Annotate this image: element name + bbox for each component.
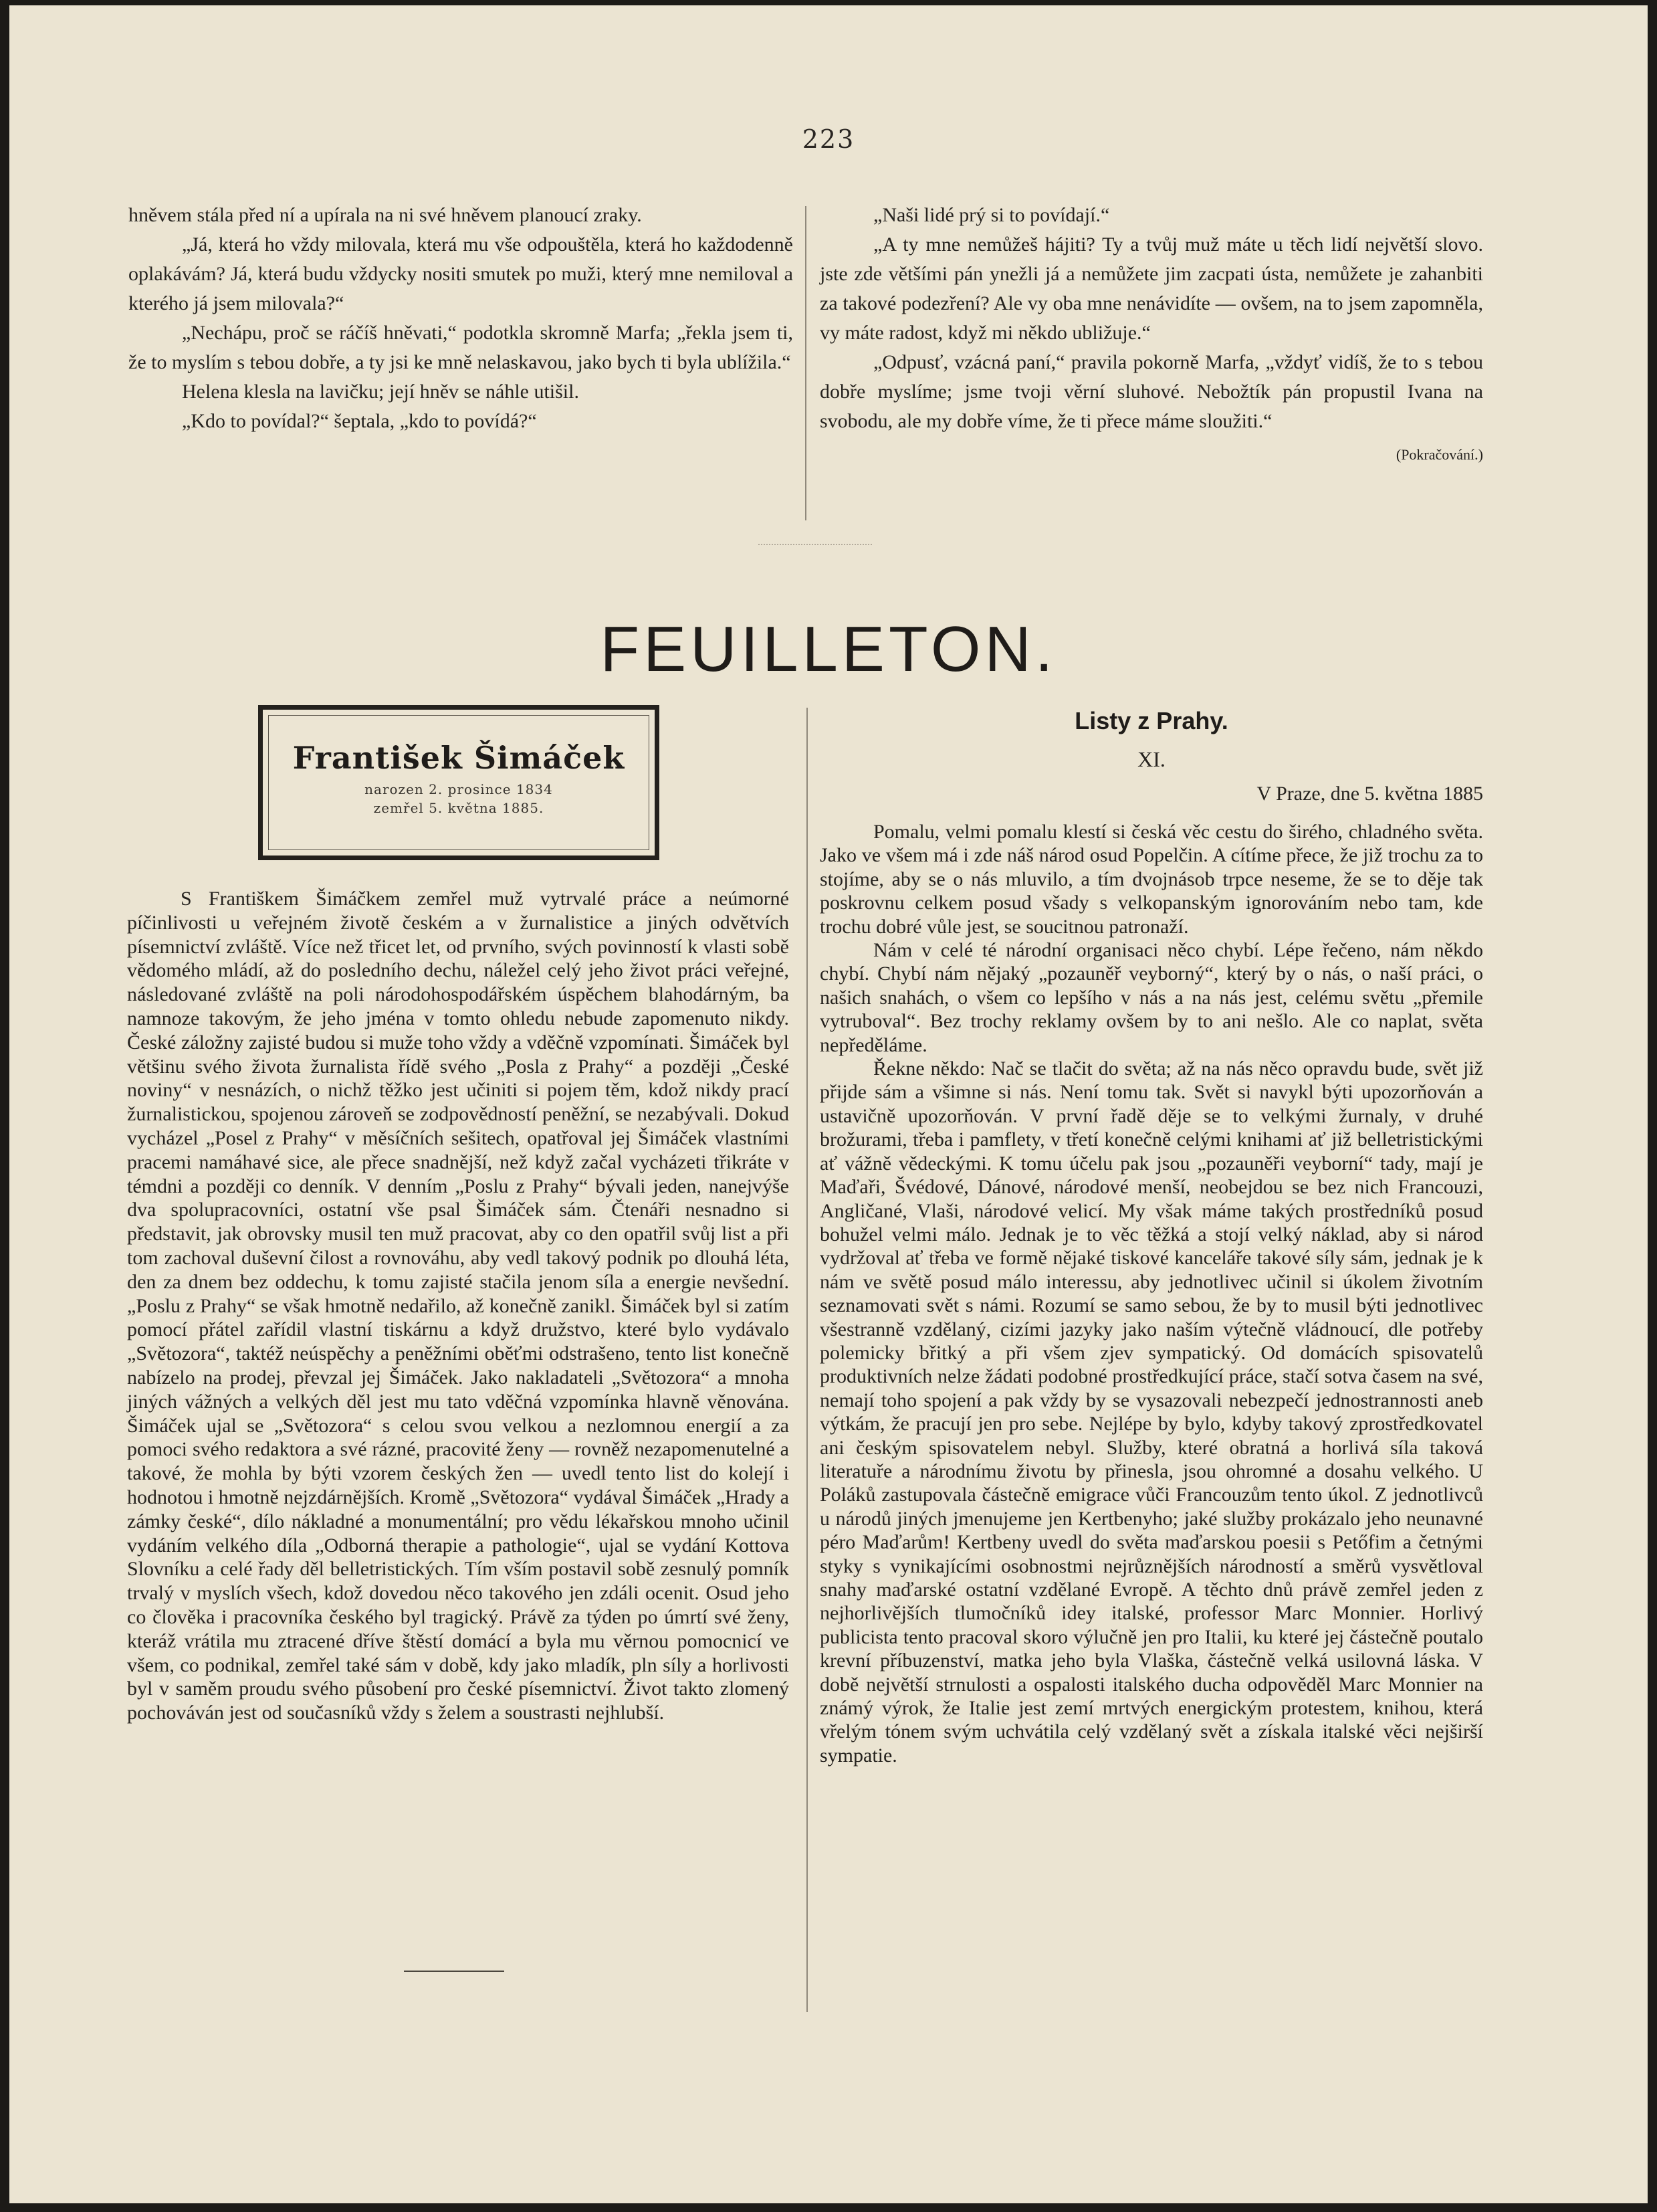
story-paragraph: hněvem stála před ní a upírala na ni své hněvem planoucí zraky. — [128, 204, 642, 226]
article-dateline: V Praze, dne 5. května 1885 — [1256, 783, 1483, 805]
letters-column — [820, 701, 1483, 1767]
story-paragraph: „Naši lidé prý si to povídají.“ — [873, 204, 1110, 226]
story-paragraph: „Nechápu, proč se ráčíš hněvati,“ podotkla skromně Marfa; „řekla jsem ti, že to myslím s tebou dobře, a ty jsi ke mně nelaskavou, jako bych ti byla ublížila.“ — [128, 322, 793, 373]
letters-paragraph: Řekne někdo: Nač se tlačit do světa; až na nás něco opravdu bude, svět již přijde sám a všimne si nás. Není tomu tak. Svět si navykl býti upozorňován a ustavičně upozorňován. V první řadě děje se to velkými žurnaly, v druhé brožurami, třeba i pamflety, v třetí konečně celými knihami ať již belletristickými ať vážně vědeckými. K tomu účelu pak jsou „pozauněři veyborní“ tady, mají je Maďaři, Švédové, Dánové, národové menší, neobejdou se bez nich Francouzi, Angličané, Vlaši, národové velicí. My však máme takých prostředníků posud bohužel velmi málo. Jednak je to věc těžká a stojí velký náklad, aby si národ vydržoval ať třeba ve formě nějaké tiskové kanceláře takové síly sám, jednak je k nám ve světě posud málo interessu, aby jednotlivec učinil si úkolem životním seznamovati svět s námi. Rozumí se samo sebou, že by to musil býti jednotlivec všestranně vzdělaný, cizími jazyky jako naším výtečně vládnoucí, dle potřeby polemicky břitký a při všem zjev sympatický. Od domácích spisovatelů produktivních nelze žádati podobné prostředkující práce, stačí sotva časem na své, nemají toho spojení a pak vždy by se vysazovali nebezpečí jednostrannosti aneb výtkám, že pracují jen pro sebe. Nejlépe by bylo, kdyby takový zprostředkovatel ani českým spisovatelem nebyl. Služby, které obratná a horlivá síla taková literatuře a národnímu životu by přinesla, jsou ohromné a dosahu velkého. U Poláků zastupovala částečně emigrace vůči Francouzům tento úkol. Z jednotlivců u národů jiných jmenujeme jen Kertbenyho; jaké služby prokázalo jeho neunavné péro Maďarům! Kertbeny uvedl do světa maďarskou poesii s Petőfim a četnými styky s vynikajícími osobnostmi nejrůznějších národností a směrů vysvětloval snahy maďarské ostatní vzdělané Evropě. A těchto dnů právě zemřel jeden z nejhorlivějších tlumočníků idey italské, professor Marc Monnier. Horlivý publicista tento pracoval skoro výlučně jen pro Italii, ku které jej částečně poutalo krevní příbuzenství, matka jeho byla Vlaška, částečně velká usilovná láska. V době největší strnulosti a ospalosti italského ducha odpověděl Marc Monnier na známý výrok, že Italie jest zemí mrtvých energickým protestem, knihou, která vřelým tónem svým uchvátila celý vzdělaný svět a získala italské věci nejširší sympatie. — [820, 1058, 1483, 1767]
obituary-column — [127, 887, 789, 1725]
continued-note: (Pokračování.) — [1396, 446, 1483, 463]
letters-paragraph: Pomalu, velmi pomalu klestí si česká věc cestu do širého, chladného světa. Jako ve všem má i zde náš národ osud Popelčin. A cítíme přece, že již trochu za to stojíme, aby se o nás mluvilo, a tím dvojnásob trpce neseme, že se to děje tak poskrovnu celkem posud všady s velkopanským ignorováním nebo tam, kde trochu dobré vůle jest, se soucitnou patronaží. — [820, 821, 1483, 938]
column-divider — [805, 206, 806, 520]
memorial-box-inner — [268, 715, 649, 850]
page-number: 223 — [802, 124, 855, 154]
memorial-name: František Šimáček — [292, 740, 625, 776]
letters-paragraph: Nám v celé té národní organisaci něco chybí. Lépe řečeno, nám někdo chybí. Chybí nám nějaký „pozauněř veyborný“, který by o nás, o naší práci, o našich snahách, o všem co lepšího v nás a na nás jest, celému světu „přemile vytruboval“. Bez trochy reklamy ovšem by to ani nešlo. Ale co naplat, světa nepředěláme. — [820, 939, 1483, 1056]
article-title: Listy z Prahy. — [1075, 707, 1228, 734]
article-number: XI. — [1137, 747, 1166, 771]
story-paragraph: „A ty mne nemůžeš hájiti? Ty a tvůj muž máte u těch lidí největší slovo. jste zde většími pán ynežli já a nemůžete jim zacpati ústa, nemůžete je zahanbiti za takové podezření? Ale vy oba mne nenávidíte — ovšem, na to jsem zapomněla, vy máte radost, když mi někdo ubližuje.“ — [820, 233, 1483, 344]
story-column-right — [820, 201, 1483, 470]
newspaper-page — [9, 5, 1648, 2203]
memorial-box — [258, 705, 659, 860]
section-ornament — [758, 544, 872, 549]
story-paragraph: Helena klesla na lavičku; její hněv se náhle utišil. — [182, 381, 579, 403]
end-rule — [404, 1971, 504, 1972]
memorial-died: zemřel 5. května 1885. — [373, 800, 544, 816]
column-divider — [806, 708, 808, 2012]
story-column-left — [128, 201, 793, 436]
obituary-paragraph: S Františkem Šimáčkem zemřel muž vytrvalé práce a neúmorné píčinlivosti u veřejném životě českém a v žurnalistice a jiných odvětvích písemnictví zvláště. Více než třicet let, od prvního, svých povinností k vlasti sobě vědomého mládí, až do posledního dechu, náležel celý jeho život práci veřejné, následované zvláště na poli národohospodářském úspěchem blahodárným, ba namnoze takovým, že jeho jména v tomto ohledu nebude zapomenuto nikdy. České záložny zajisté budou si muže toho vždy a vděčně vzpomínati. Šimáček byl většinu svého života žurnalista řídě svého „Posla z Prahy“ a později „České noviny“ v nesnázích, o nichž těžko jest učiniti si pojem těm, kdož nikdy prací žurnalistickou, spojenou zároveň se zodpovědností peněžní, se nezabývali. Dokud vycházel „Posel z Prahy“ v měsíčních sešitech, opatřoval jej Šimáček vlastními pracemi namáhavé sice, ale přece snadnější, než když začal vycházeti třikráte v témdni a později co denník. V denním „Poslu z Prahy“ bývali jeden, nanejvýše dva spolupracovníci, ostatní vše psal Šimáček sám. Čtenáři nesnadno si představit, jak obrovsky musil ten muž pracovat, aby co den opatřil svůj list a při tom zachoval duševní čilost a rovnováhu, aby vedl takový podnik po dlouhá léta, den za dnem bez oddechu, k tomu zajisté stačila jenom síla a energie nevšední. „Poslu z Prahy“ se však hmotně nedařilo, až konečně zanikl. Šimáček byl si zatím pomocí přátel zařídil vlastní tiskárnu a když družstvo, které bylo vydávalo „Světozora“, taktéž neúspěchy a peněžními oběťmi odstrašeno, tento list konečně nabízelo na prodej, převzal jej Šimáček. Jako nakladateli „Světozora“ a mnoha jiných vážných a velkých děl jest mu tato vděčná vzpomínka hlavně věnována. Šimáček ujal se „Světozora“ s celou svou velkou a nezlomnou energií a za pomoci svého redaktora a své rázné, pracovité ženy — rovněž nezapomenutelné a takové, že mohla by býti vzorem českých žen — uvedl tento list do kolejí i hodnotou i hmotně nejzdárnějších. Kromě „Světozora“ vydával Šimáček „Hrady a zámky české“, dílo nákladné a monumentální; pro vědu lékařskou mnoho učinil vydáním velkého díla „Odborná therapie a pathologie“, ujal se vydání Kottova Slovníku a celé řady děl belletristických. Tím vším postavil sobě zesnulý pomník trvalý v myslích všech, kdož dovedou něco takového jen zdáli ocenit. Osud jeho co člověka i pracovníka českého byl tragický. Právě za týden po úmrtí své ženy, kteráž vrátila mu ztracené dříve štěstí domácí a byla mu věrnou pomocnicí ve všem, co podnikal, zemřel také sám v době, kdy jako mladík, pln síly a horlivosti byl v saměm proudu svého působení pro české písemnictví. Život takto zlomený pochováván jest od současníků vždy s želem a soustrasti nejhlubší. — [127, 888, 789, 1724]
story-paragraph: „Odpusť, vzácná paní,“ pravila pokorně Marfa, „vždyť vidíš, že to s tebou dobře myslíme; jsme tvoji věrní sluhové. Nebožtík pán propustil Ivana na svobodu, ale my dobře víme, že ti přece máme sloužiti.“ — [820, 351, 1483, 432]
story-paragraph: „Kdo to povídal?“ šeptala, „kdo to povídá?“ — [182, 410, 537, 432]
memorial-born: narozen 2. prosince 1834 — [364, 781, 553, 797]
section-heading: FEUILLETON. — [600, 613, 1057, 685]
story-paragraph: „Já, která ho vždy milovala, která mu vše odpouštěla, která ho každodenně oplakávám? Já, která budu vždycky nositi smutek po muži, který mne nemiloval a kterého já jsem milovala?“ — [128, 233, 793, 314]
